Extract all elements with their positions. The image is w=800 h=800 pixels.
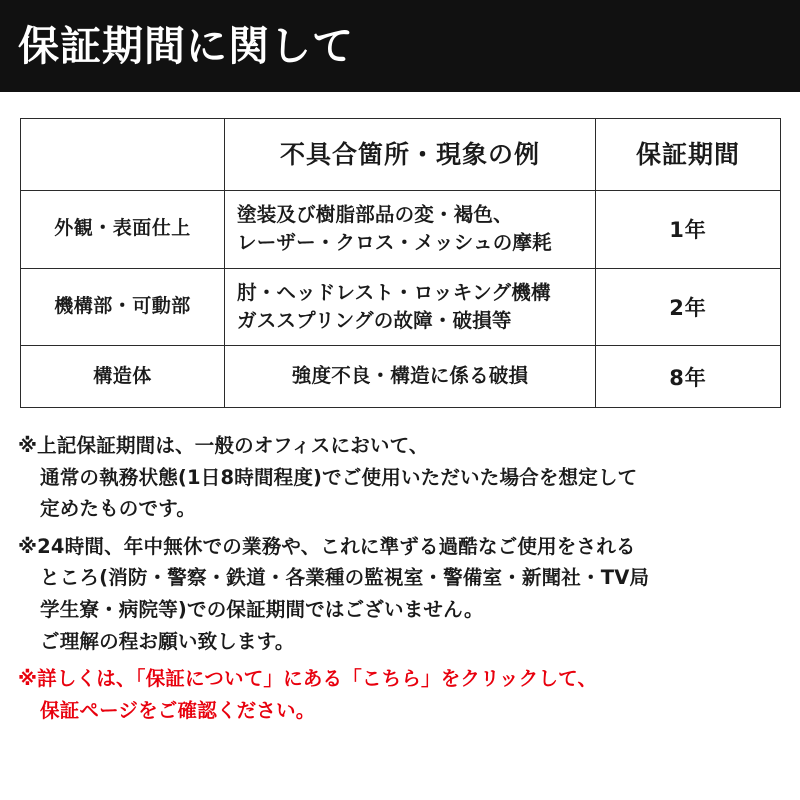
table-cell-category [21,346,225,408]
note-usage-assumption [18,430,782,525]
table-body [21,191,781,408]
table-cell-term [596,191,781,269]
notes-section [0,408,800,726]
note-line: 保証ページをご確認ください。 [40,698,316,722]
note-line: ※上記保証期間は、一般のオフィスにおいて、 [18,434,429,458]
note-line: ※24時間、年中無休での業務や、これに準ずる過酷なご使用をされる [18,534,636,558]
note-line: 通常の執務状態(1日8時間程度)でご使用いただいた場合を想定して [40,465,638,489]
table-cell-category [21,191,225,269]
category-label: 外観・表面仕上 [54,217,191,240]
note-line: ご理解の程お願い致します。 [40,629,295,653]
description-line: 塗装及び樹脂部品の変・褐色、 [237,203,513,226]
table-header-row [21,119,781,191]
description-text [225,191,595,268]
description-text [225,352,595,400]
table-header-cell-symptom [225,119,596,191]
category-label: 構造体 [93,364,152,387]
category-label: 機構部・可動部 [54,294,191,317]
description-line: 強度不良・構造に係る破損 [291,364,529,388]
table-head [21,119,781,191]
description-line: レーザー・クロス・メッシュの摩耗 [237,231,552,255]
term-label: 8年 [669,365,707,390]
description-text [225,269,595,346]
table-cell-description [225,191,596,269]
note-line: 学生寮・病院等)での保証期間ではございません。 [40,597,484,621]
table-header-cell-term [596,119,781,191]
page-title: 保証期間に関して [18,21,354,70]
table-cell-description [225,346,596,408]
table-header-label-empty [21,139,224,171]
description-line: ガススプリングの故障・破損等 [237,308,512,332]
note-exclusions [18,531,782,657]
table-header-label-term: 保証期間 [635,139,740,169]
table-row [21,268,781,346]
table-header-label-symptom: 不具合箇所・現象の例 [279,139,540,169]
term-label: 2年 [669,295,707,320]
table-cell-description [225,268,596,346]
page-header-band [0,0,800,92]
note-line: ところ(消防・警察・鉄道・各業種の監視室・警備室・新聞社・TV局 [40,566,650,590]
table-cell-term [596,268,781,346]
description-line: 肘・ヘッドレスト・ロッキング機構 [237,280,551,304]
table-cell-category [21,268,225,346]
table-row [21,191,781,269]
table-cell-term [596,346,781,408]
table-header-cell-empty [21,119,225,191]
note-line: ※詳しくは、「保証について」にある「こちら」をクリックして、 [18,667,598,691]
warranty-table-container [0,92,800,408]
note-warranty-link [18,663,782,726]
note-line: 定めたものです。 [40,497,197,521]
table-row [21,346,781,408]
warranty-table [20,118,781,408]
term-label: 1年 [669,218,707,243]
